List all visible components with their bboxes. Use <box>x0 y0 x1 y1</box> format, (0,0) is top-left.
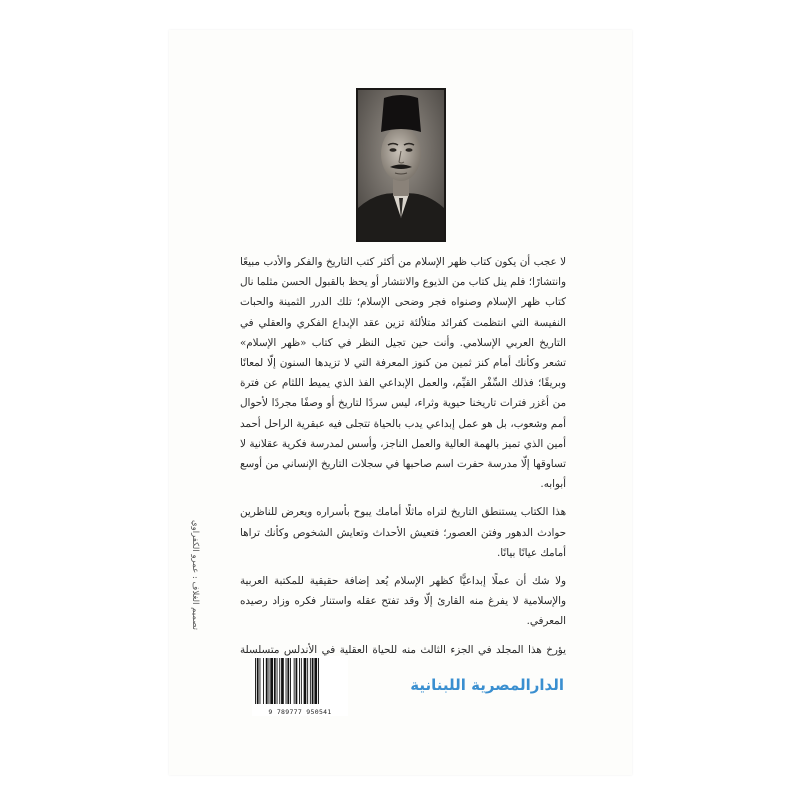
blurb-text <box>240 252 566 664</box>
paragraph: ولا شك أن عملًا إبداعيًّا كظهر الإسلام يُعد إضافة حقيقية للمكتبة العربية والإسلامية لا يفرغ منه القارئ إلّا وقد تفتح عقله واستنار فكره وزاد رصيده المعرفي. <box>240 575 566 628</box>
paragraph: لا عجب أن يكون كتاب ظهر الإسلام من أكثر كتب التاريخ والفكر والأدب مبيعًا وانتشارًا؛ فلم ينل كتاب من الذيوع والانتشار أو يحظ بالقبول الحسن مثلما نال كتاب ظهر الإسلام وصنواه فجر وضحى الإسلام؛ تلك الدرر الثمينة والحبات النفيسة التي انتظمت كفرائد متلألئة تزين عقد الإبداع الفكري والعقلي في التاريخ العربي الإسلامي. وأنت حين تجيل النظر في كتاب «ظهر الإسلام» تشعر وكأنك أمام كنز ثمين من كنوز المعرفة التي لا تزيدها السنون إلّا لمعانًا وبريقًا؛ فذلك السِّفْر القيِّم، والعمل الإبداعي الفذ الذي يميط اللثام عن فترة من أغزر فترات تاريخنا حيوية وثراء، ليس سردًا لتاريخ أو وصفًا مجردًا لأحوال أمم وشعوب، بل هو عمل إبداعي يدب بالحياة تتجلى فيه عبقرية الراحل أحمد أمين الذي تميز بالهمة العالية والعمل الناجز، وأسس لمدرسة فكرية عقلانية لا تساوقها إلّا مدرسة حفرت اسم صاحبها في سجلات التاريخ الإنساني من أوسع أبوابه. <box>240 256 566 491</box>
barcode <box>252 656 348 716</box>
paragraph: يؤرخ هذا المجلد في الجزء الثالث منه للحياة العقلية في الأندلس متسلسلة <box>240 643 566 656</box>
portrait-image <box>358 90 444 240</box>
cover-design-credit: تصميم الغلاف : عمرو الكفراوي <box>190 520 200 631</box>
isbn-number: 9 789777 950541 <box>268 708 332 716</box>
author-portrait <box>356 88 446 242</box>
publisher-logo: الدارالمصرية اللبنانية <box>410 676 564 694</box>
paragraph: هذا الكتاب يستنطق التاريخ لتراه ماثلًا أمامك يبوح بأسراره ويعرض للناظرين حوادث الدهور وفتن العصور؛ فتعيش الأحداث وتعايش الشخوص وكأنك تراها أمامك عيانًا بيانًا. <box>240 506 566 559</box>
barcode-bars <box>252 656 348 706</box>
